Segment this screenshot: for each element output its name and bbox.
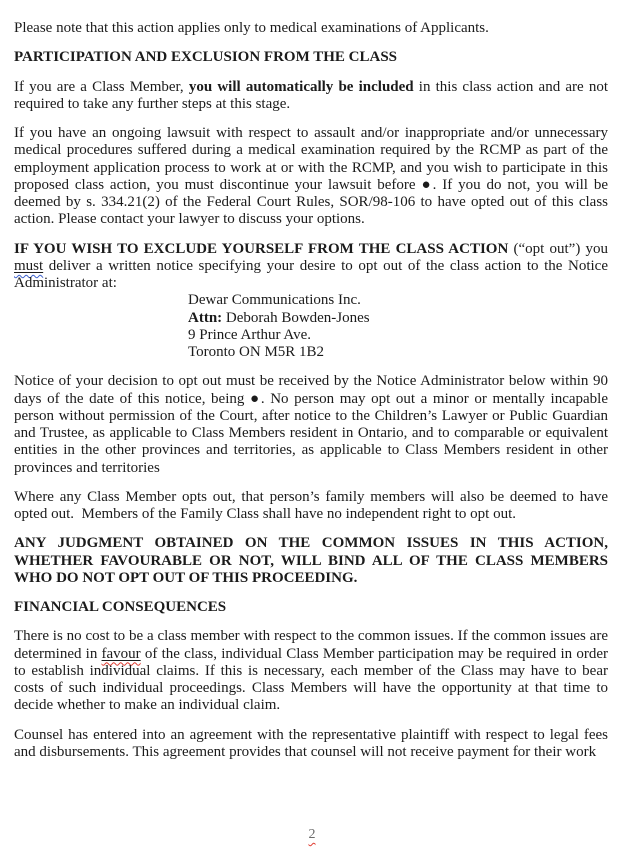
para-class-member: If you are a Class Member, you will automatically be included in this class action and are not required to take any further steps at this stage. xyxy=(14,78,608,112)
address-line-city: Toronto ON M5R 1B2 xyxy=(188,344,325,360)
para-notice-deadline: Notice of your decision to opt out must be received by the Notice Administrator below within 90 days of the date of this notice, being ●. No person may opt out a minor or mentally incapable person without permission of the Court, after notice to the Children’s Lawyer or Public Guardian and Trustee, as applicable to Class Members resident in Ontario, and to comparable or equivalent entities in the other provinces and territories, as applicable to Class Members resident in other provinces and territories xyxy=(14,373,608,476)
intro-note: Please note that this action applies only to medical examinations of Applicants. xyxy=(14,20,489,36)
address-line-company: Dewar Communications Inc. xyxy=(188,292,361,309)
para-counsel-fees: Counsel has entered into an agreement with the representative plaintiff with respect to legal fees and disbursements. This agreement provides that counsel will not receive payment for their work xyxy=(14,726,608,760)
para-ongoing-lawsuit: If you have an ongoing lawsuit with respect to assault and/or inappropriate and/or unnecessary medical procedures suffered during a medical examination required by the RCMP as part of the employment application process to work at or with the RCMP, and you wish to participate in this proposed class action, you must discontinue your lawsuit before ●. If you do not, you will be deemed by s. 334.21(2) of the Federal Court Rules, SOR/98-106 to have opted out of this class action. Please contact your lawyer to discuss your options. xyxy=(14,125,608,228)
heading-participation: PARTICIPATION AND EXCLUSION FROM THE CLASS xyxy=(14,49,397,66)
page-number: 2 xyxy=(308,826,316,842)
para-costs: There is no cost to be a class member with respect to the common issues. If the common issues are determined in favour of the class, individual Class Member participation may be required in order to establish individual claims. If this is necessary, each member of the Class may have to bear costs of such individual proceedings. Class Members will have the opportunity at that time to decide whether to make an individual claim. xyxy=(14,628,608,714)
address-line-street: 9 Prince Arthur Ave. xyxy=(188,326,312,343)
para-family-class: Where any Class Member opts out, that person’s family members will also be deemed to have opted out. Members of the Family Class shall have no independent right to opt out. xyxy=(14,488,608,522)
para-judgment-binding: ANY JUDGMENT OBTAINED ON THE COMMON ISSUES IN THIS ACTION, WHETHER FAVOURABLE OR NOT, WILL BIND ALL OF THE CLASS MEMBERS WHO DO NOT OPT OUT OF THIS PROCEEDING. xyxy=(14,535,608,586)
document-content xyxy=(14,20,608,761)
address-line-attn: Attn: Deborah Bowden-Jones xyxy=(188,309,370,326)
para-opt-out: IF YOU WISH TO EXCLUDE YOURSELF FROM THE CLASS ACTION (“opt out”) you must deliver a written notice specifying your desire to opt out of the class action to the Notice Administrator at: xyxy=(14,240,608,291)
heading-financial: FINANCIAL CONSEQUENCES xyxy=(14,599,227,615)
page-footer xyxy=(0,827,624,843)
